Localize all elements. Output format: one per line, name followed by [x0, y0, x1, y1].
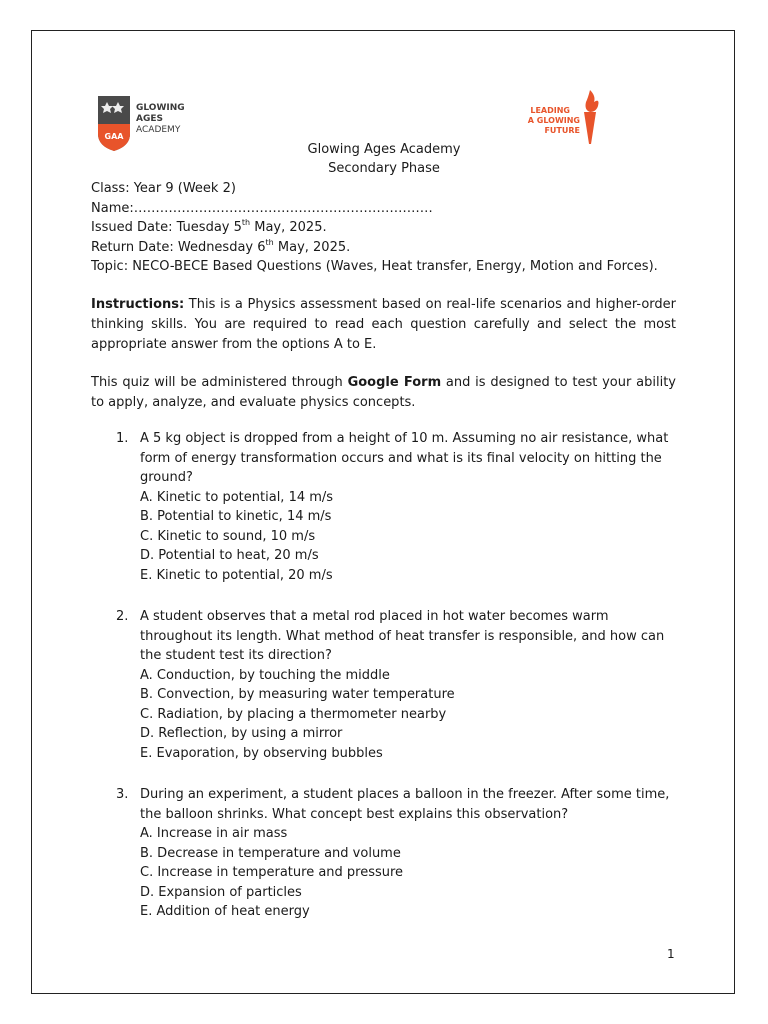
option-a: A. Kinetic to potential, 14 m/s — [140, 489, 334, 505]
name-line: Name:…………………………………………………………… — [91, 200, 433, 216]
document-header — [0, 140, 768, 178]
google-form-label: Google Form — [347, 375, 442, 390]
question-stem: During an experiment, a student places a balloon in the freezer. After some time, the balloon shrinks. What concept best explains this observation? — [140, 787, 670, 822]
question-1 — [116, 429, 676, 585]
option-b: B. Potential to kinetic, 14 m/s — [140, 509, 332, 524]
topic-line: Topic: NECO-BECE Based Questions (Waves, Heat transfer, Energy, Motion and Forces). — [91, 259, 658, 274]
school-phase: Secondary Phase — [328, 161, 440, 176]
svg-text:GLOWING: GLOWING — [136, 103, 185, 113]
quiz-note-post: and is designed to test your ability to apply, analyze, and evaluate physics concepts. — [91, 375, 676, 410]
question-2 — [116, 607, 676, 763]
question-stem: A 5 kg object is dropped from a height of 10 m. Assuming no air resistance, what form of energy transformation occurs and what is its final velocity on hitting the ground? — [140, 431, 669, 485]
option-d: D. Reflection, by using a mirror — [140, 726, 343, 741]
svg-text:LEADING: LEADING — [530, 106, 570, 115]
option-c: C. Increase in temperature and pressure — [140, 865, 404, 880]
svg-text:GAA: GAA — [104, 132, 124, 141]
option-b: B. Convection, by measuring water temperature — [140, 687, 455, 702]
question-number: 1. — [116, 431, 129, 446]
option-a: A. Increase in air mass — [140, 826, 288, 841]
svg-text:A GLOWING: A GLOWING — [527, 116, 580, 125]
issued-date-text: Issued Date: Tuesday 5 — [91, 220, 242, 235]
return-date-line — [91, 238, 658, 258]
assessment-meta — [91, 179, 658, 277]
quiz-note-pre: This quiz will be administered through — [91, 375, 348, 390]
instructions-label: Instructions: — [91, 297, 185, 312]
option-e: E. Addition of heat energy — [140, 904, 310, 919]
return-date-suffix: th — [265, 237, 274, 247]
question-number: 2. — [116, 609, 129, 624]
issued-date-line — [91, 218, 658, 238]
return-date-text: Return Date: Wednesday 6 — [91, 239, 266, 255]
issued-date-month: May, 2025. — [250, 220, 327, 235]
option-c: C. Kinetic to sound, 10 m/s — [140, 528, 316, 544]
svg-text:FUTURE: FUTURE — [544, 126, 580, 135]
option-a: A. Conduction, by touching the middle — [140, 667, 390, 683]
return-date-month: May, 2025. — [273, 239, 351, 255]
option-e: E. Kinetic to potential, 20 m/s — [140, 567, 333, 583]
class-line: Class: Year 9 (Week 2) — [91, 181, 236, 196]
option-b: B. Decrease in temperature and volume — [140, 845, 401, 861]
instructions-paragraph — [91, 295, 676, 355]
instructions-text: This is a Physics assessment based on real-life scenarios and higher-order thinking skills. You are required to read each question carefully and select the most appropriate answer from the options A to E. — [91, 297, 676, 352]
option-c: C. Radiation, by placing a thermometer nearby — [140, 706, 447, 722]
quiz-note-paragraph — [91, 373, 676, 413]
option-d: D. Expansion of particles — [140, 884, 302, 900]
question-3 — [116, 785, 676, 922]
svg-text:ACADEMY: ACADEMY — [136, 125, 181, 135]
leading-a-glowing-future-logo — [524, 86, 604, 148]
page-number: 1 — [667, 947, 675, 961]
svg-text:AGES: AGES — [136, 114, 163, 124]
question-number: 3. — [116, 787, 129, 802]
option-d: D. Potential to heat, 20 m/s — [140, 548, 319, 563]
option-e: E. Evaporation, by observing bubbles — [140, 745, 383, 761]
issued-date-suffix: th — [241, 218, 251, 227]
school-name: Glowing Ages Academy — [307, 142, 461, 157]
question-stem: A student observes that a metal rod placed in hot water becomes warm throughout its length. What method of heat transfer is responsible, and how can the student test its direction? — [140, 609, 665, 663]
